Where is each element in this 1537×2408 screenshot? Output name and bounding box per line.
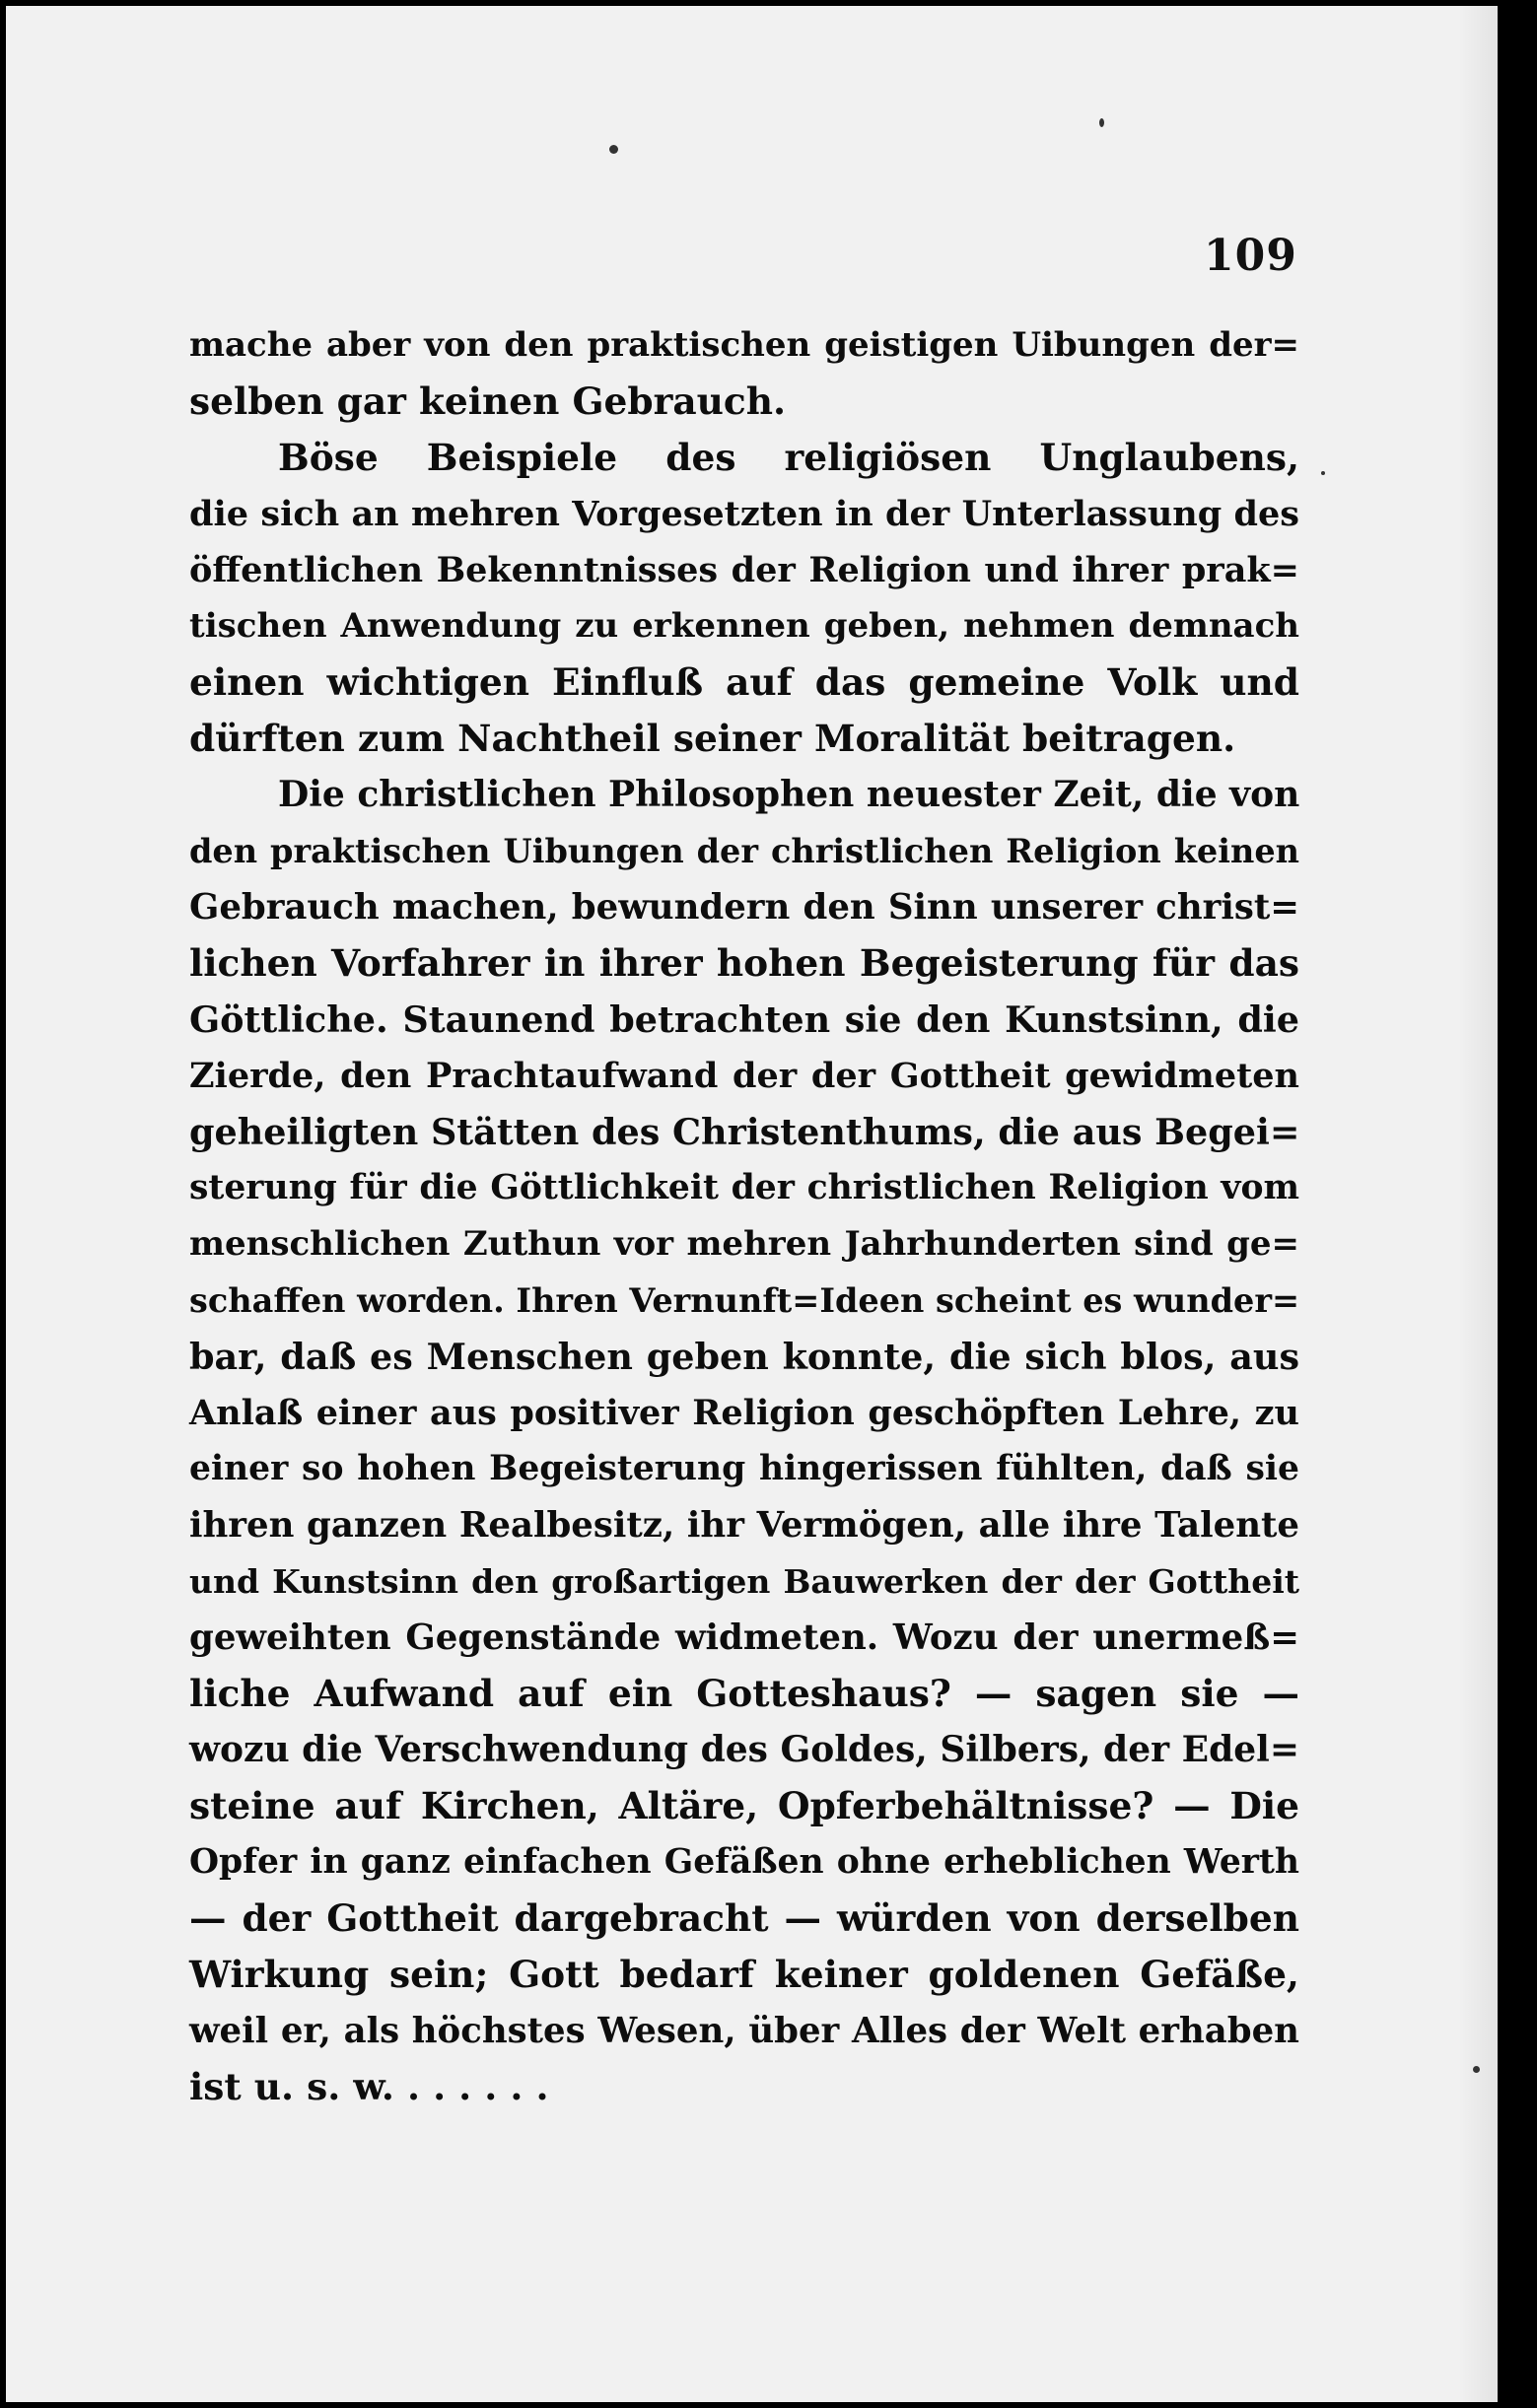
text-line: geweihten Gegenstände widmeten. Wozu der unermeß= [189, 1617, 1299, 1658]
scan-shadow [1458, 6, 1498, 2402]
text-line: schaffen worden. Ihren Vernunft=Ideen scheint es wunder= [189, 1281, 1300, 1320]
text-line: einen wichtigen Einfluß auf das gemeine Volk und [189, 660, 1299, 704]
text-line: tischen Anwendung zu erkennen geben, nehmen demnach [189, 606, 1299, 646]
text-line: Göttliche. Staunend betrachten sie den Kunstsinn, die [189, 998, 1299, 1041]
text-line: Gebrauch machen, bewundern den Sinn unserer christ= [189, 887, 1299, 928]
text-line: sterung für die Göttlichkeit der christlichen Religion vom [189, 1168, 1299, 1207]
text-line: mache aber von den praktischen geistigen Uibungen der= [189, 325, 1299, 365]
ink-speck [1473, 2066, 1480, 2073]
text-line: lichen Vorfahrer in ihrer hohen Begeisterung für das [189, 941, 1299, 985]
text-line: ist u. s. w. . . . . . . [189, 2065, 549, 2108]
text-line: den praktischen Uibungen der christlichen Religion keinen [189, 832, 1299, 870]
text-line: geheiligten Stätten des Christenthums, die aus Begei= [189, 1111, 1300, 1153]
page-number: 109 [1204, 231, 1297, 281]
text-line: Zierde, den Prachtaufwand der der Gottheit gewidmeten [189, 1056, 1299, 1096]
text-line: dürften zum Nachtheil seiner Moralität beitragen. [189, 717, 1236, 760]
ink-speck [1321, 471, 1325, 475]
ink-speck [1099, 118, 1104, 127]
text-line: die sich an mehren Vorgesetzten in der Unterlassung des [189, 494, 1299, 534]
ink-speck [609, 145, 618, 154]
text-line: öffentlichen Bekenntnisses der Religion und ihrer prak= [189, 550, 1299, 590]
book-page [6, 6, 1498, 2402]
text-line: Opfer in ganz einfachen Gefäßen ohne erheblichen Werth [189, 1842, 1299, 1882]
text-line: und Kunstsinn den großartigen Bauwerken der der Gottheit [189, 1562, 1299, 1601]
body-text [189, 317, 1299, 2115]
text-line: Wirkung sein; Gott bedarf keiner goldenen Gefäße, [189, 1953, 1299, 1996]
text-line: ihren ganzen Realbesitz, ihr Vermögen, alle ihre Talente [189, 1505, 1299, 1546]
text-line: menschlichen Zuthun vor mehren Jahrhunderten sind ge= [189, 1224, 1299, 1264]
text-line: Böse Beispiele des religiösen Unglaubens, [278, 436, 1299, 479]
text-line: weil er, als höchstes Wesen, über Alles der Welt erhaben [189, 2011, 1299, 2051]
text-line: bar, daß es Menschen geben konnte, die sich blos, aus [189, 1336, 1299, 1378]
text-line: Anlaß einer aus positiver Religion geschöpften Lehre, zu [189, 1393, 1299, 1433]
text-line: — der Gottheit dargebracht — würden von derselben [189, 1896, 1299, 1940]
text-line: wozu die Verschwendung des Goldes, Silbers, der Edel= [189, 1729, 1299, 1770]
text-line: einer so hohen Begeisterung hingerissen fühlten, daß sie [189, 1449, 1299, 1488]
text-line: steine auf Kirchen, Altäre, Opferbehältnisse? — Die [189, 1784, 1299, 1827]
text-line: Die christlichen Philosophen neuester Zeit, die von [278, 774, 1300, 815]
text-line: liche Aufwand auf ein Gotteshaus? — sagen sie — [189, 1672, 1299, 1715]
text-line: selben gar keinen Gebrauch. [189, 379, 787, 423]
